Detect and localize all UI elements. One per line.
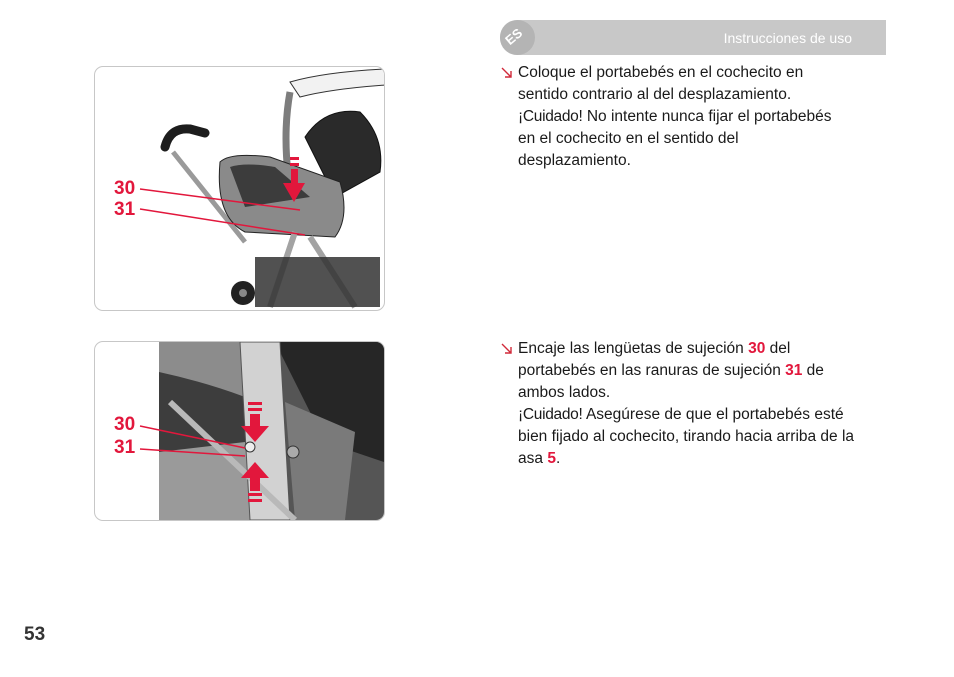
figure-seat-placement bbox=[94, 66, 385, 311]
callout-31: 31 bbox=[114, 437, 136, 458]
warning-label: ¡Cuidado! bbox=[518, 406, 583, 423]
header-title: Instrucciones de uso bbox=[723, 30, 852, 46]
language-badge bbox=[500, 20, 535, 55]
warning-label: ¡Cuidado! bbox=[518, 108, 583, 125]
ref-31: 31 bbox=[785, 362, 803, 379]
callout-31: 31 bbox=[114, 199, 136, 220]
bullet-arrow-icon bbox=[500, 342, 514, 356]
ref-30: 30 bbox=[748, 340, 766, 357]
language-code: ES bbox=[502, 25, 526, 48]
callout-30: 30 bbox=[114, 178, 136, 199]
callout-30: 30 bbox=[114, 414, 136, 435]
instruction-step-2 bbox=[500, 338, 890, 470]
stroller-illustration-2 bbox=[95, 342, 384, 520]
figure-tab-engagement bbox=[94, 341, 385, 521]
page-number: 53 bbox=[24, 624, 46, 645]
stroller-illustration-1 bbox=[95, 67, 384, 310]
instruction-step-1 bbox=[500, 62, 890, 172]
header-bar bbox=[500, 20, 886, 55]
bullet-arrow-icon bbox=[500, 66, 514, 80]
ref-5: 5 bbox=[547, 450, 556, 467]
step-1-paragraph: Coloque el portabebés en el cochecito en sentido contrario al del desplazamiento. ¡Cuidado! No intente nunca fijar el portabebés en el cochecito en el sentido del desplazamiento. bbox=[518, 64, 832, 169]
step-2-paragraph: Encaje las lengüetas de sujeción 30 del portabebés en las ranuras de sujeción 31 de ambos lados. ¡Cuidado! Asegúrese de que el portabebés esté bien fijado al cochecito, tirando hacia arriba de la asa 5. bbox=[518, 340, 855, 467]
